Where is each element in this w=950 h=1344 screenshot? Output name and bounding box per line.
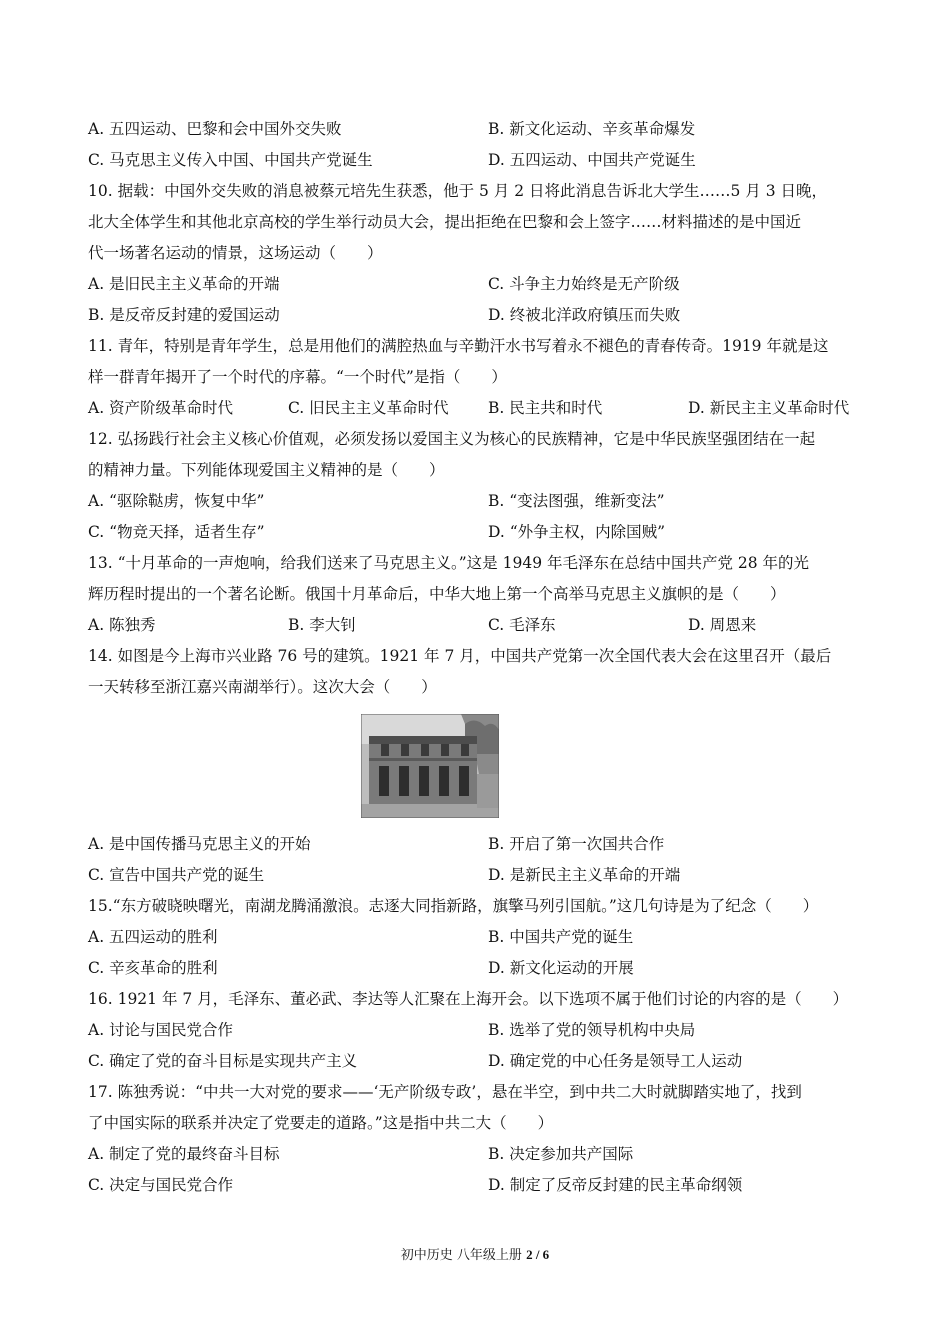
page-number: 2 / 6 — [526, 1247, 550, 1262]
q13-stem-line-2: 辉历程时提出的一个著名论断。俄国十月革命后，中华大地上第一个高举马克思主义旗帜的是（ ） — [88, 585, 786, 603]
q14-options-row-1 — [88, 829, 868, 860]
q9-option-c: C. 马克思主义传入中国、中国共产党诞生 — [88, 151, 373, 169]
q17-options-row-1 — [88, 1139, 868, 1170]
q10-options-row-2 — [88, 300, 868, 331]
q12-option-d: D. “外争主权，内除国贼” — [488, 523, 666, 541]
q16-option-c: C. 确定了党的奋斗目标是实现共产主义 — [88, 1052, 358, 1070]
footer-subject: 初中历史 八年级上册 — [400, 1248, 527, 1263]
q16-option-d: D. 确定党的中心任务是领导工人运动 — [488, 1052, 743, 1070]
q11-option-a: A. 资产阶级革命时代 — [88, 399, 234, 417]
q13-option-c: C. 毛泽东 — [488, 616, 556, 634]
q12-stem-line-2: 的精神力量。下列能体现爱国主义精神的是（ ） — [88, 461, 445, 479]
q15-option-c: C. 辛亥革命的胜利 — [88, 959, 218, 977]
q11-option-c: C. 旧民主主义革命时代 — [288, 399, 449, 417]
q10-stem-line-1: 10. 据载：中国外交失败的消息被蔡元培先生获悉，他于 5 月 2 日将此消息告诉北大学生……5 月 3 日晚， — [88, 182, 828, 200]
q13-option-d: D. 周恩来 — [688, 616, 757, 634]
q13-stem-line-1: 13. “十月革命的一声炮响，给我们送来了马克思主义。”这是 1949 年毛泽东在总结中国共产党 28 年的光 — [88, 554, 810, 572]
q11-stem-line-2: 样一群青年揭开了一个时代的序幕。“一个时代”是指（ ） — [88, 368, 507, 386]
q16-options-row-2 — [88, 1046, 868, 1077]
q11-options-row — [88, 393, 868, 424]
q11-option-d: D. 新民主主义革命时代 — [688, 399, 850, 417]
building-photo — [361, 714, 499, 818]
q9-option-a: A. 五四运动、巴黎和会中国外交失败 — [88, 120, 342, 138]
q12-option-b: B. “变法图强，维新变法” — [488, 492, 665, 510]
exam-page — [88, 114, 868, 1201]
q10-option-b: B. 是反帝反封建的爱国运动 — [88, 306, 280, 324]
q17-option-d: D. 制定了反帝反封建的民主革命纲领 — [488, 1176, 743, 1194]
q10-option-a: A. 是旧民主主义革命的开端 — [88, 275, 280, 293]
q12-option-a: A. “驱除鞑虏，恢复中华” — [88, 492, 265, 510]
page-footer — [0, 1244, 950, 1263]
q10-option-c: C. 斗争主力始终是无产阶级 — [488, 275, 680, 293]
q17-option-a: A. 制定了党的最终奋斗目标 — [88, 1145, 280, 1163]
q15-option-b: B. 中国共产党的诞生 — [488, 928, 634, 946]
q12-stem-line-1: 12. 弘扬践行社会主义核心价值观，必须发扬以爱国主义为核心的民族精神，它是中华民族坚强团结在一起 — [88, 430, 816, 448]
q12-option-c: C. “物竞天择，适者生存” — [88, 523, 265, 541]
q12-options-row-1 — [88, 486, 868, 517]
q10-stem-line-3: 代一场著名运动的情景，这场运动（ ） — [88, 244, 383, 262]
q17-option-c: C. 决定与国民党合作 — [88, 1176, 234, 1194]
q16-option-a: A. 讨论与国民党合作 — [88, 1021, 234, 1039]
q11-option-b: B. 民主共和时代 — [488, 399, 603, 417]
q11-stem-line-1: 11. 青年，特别是青年学生，总是用他们的满腔热血与辛勤汗水书写着永不褪色的青春传奇。1919 年就是这 — [88, 337, 829, 355]
q15-option-d: D. 新文化运动的开展 — [488, 959, 634, 977]
q14-stem-line-2: 一天转移至浙江嘉兴南湖举行）。这次大会（ ） — [88, 678, 437, 696]
q16-option-b: B. 选举了党的领导机构中央局 — [488, 1021, 696, 1039]
q14-option-b: B. 开启了第一次国共合作 — [488, 835, 665, 853]
q10-options-row-1 — [88, 269, 868, 300]
q13-option-a: A. 陈独秀 — [88, 616, 156, 634]
q17-stem-line-1: 17. 陈独秀说：“中共一大对党的要求——‘无产阶级专政’，悬在半空，到中共二大时就脚踏实地了，找到 — [88, 1083, 802, 1101]
q14-photo-container — [88, 703, 868, 829]
q14-option-d: D. 是新民主主义革命的开端 — [488, 866, 681, 884]
q9-options-row-2 — [88, 145, 868, 176]
q16-stem-line-1: 16. 1921 年 7 月，毛泽东、董必武、李达等人汇聚在上海开会。以下选项不属于他们讨论的内容的是（ ） — [88, 990, 849, 1008]
q10-stem-line-2: 北大全体学生和其他北京高校的学生举行动员大会，提出拒绝在巴黎和会上签字……材料描述的是中国近 — [88, 213, 802, 231]
q14-options-row-2 — [88, 860, 868, 891]
q15-stem-line-1: 15.“东方破晓映曙光，南湖龙腾涌激浪。志逐大同指新路，旗擎马列引国航。”这几句诗是为了纪念（ ） — [88, 897, 819, 915]
q14-option-c: C. 宣告中国共产党的诞生 — [88, 866, 265, 884]
q9-option-b: B. 新文化运动、辛亥革命爆发 — [488, 120, 696, 138]
q9-option-d: D. 五四运动、中国共产党诞生 — [488, 151, 696, 169]
q12-options-row-2 — [88, 517, 868, 548]
q16-options-row-1 — [88, 1015, 868, 1046]
q13-options-row — [88, 610, 868, 641]
q15-options-row-1 — [88, 922, 868, 953]
q15-options-row-2 — [88, 953, 868, 984]
q17-options-row-2 — [88, 1170, 868, 1201]
q17-stem-line-2: 了中国实际的联系并决定了党要走的道路。”这是指中共二大（ ） — [88, 1114, 554, 1132]
q9-options-row-1 — [88, 114, 868, 145]
q15-option-a: A. 五四运动的胜利 — [88, 928, 218, 946]
q10-option-d: D. 终被北洋政府镇压而失败 — [488, 306, 681, 324]
q13-option-b: B. 李大钊 — [288, 616, 356, 634]
q14-stem-line-1: 14. 如图是今上海市兴业路 76 号的建筑。1921 年 7 月，中国共产党第一次全国代表大会在这里召开（最后 — [88, 647, 832, 665]
q14-option-a: A. 是中国传播马克思主义的开始 — [88, 835, 311, 853]
q17-option-b: B. 决定参加共产国际 — [488, 1145, 634, 1163]
